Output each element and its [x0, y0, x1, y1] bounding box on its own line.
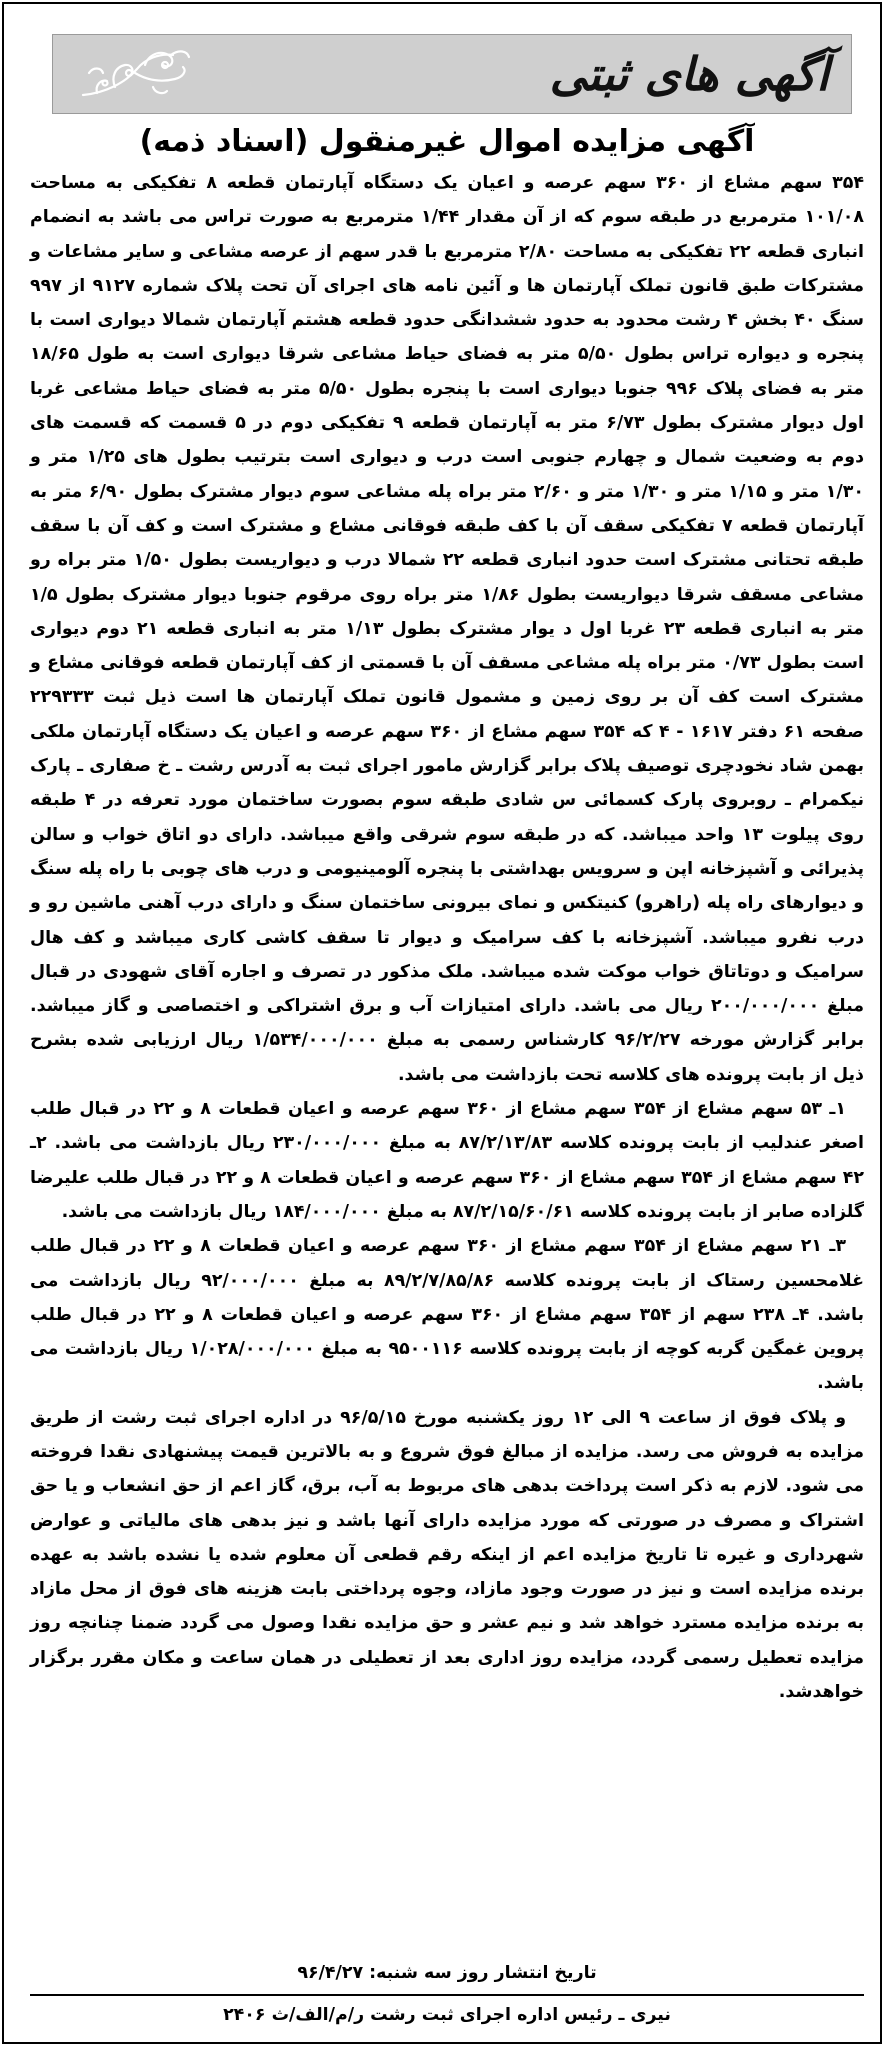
notice-footer: [30, 1956, 864, 2032]
notice-title: آگهی مزایده اموال غیرمنقول (اسناد ذمه): [139, 124, 755, 159]
notice-paragraph-seizure-1-2: ۱ـ ۵۳ سهم مشاع از ۳۵۴ سهم مشاع از ۳۶۰ سهم عرصه و اعیان قطعات ۸ و ۲۲ در قبال طلب اصغر عندلیب از بابت پرونده کلاسه ۸۷/۲/۱۳/۸۳ به مبلغ ۲۳۰/۰۰۰/۰۰۰ ریال بازداشت می باشد. ۲ـ ۴۲ سهم مشاع از ۳۵۴ سهم مشاع از ۳۶۰ سهم عرصه و اعیان قطعات ۸ و ۲۲ در قبال طلب علیرضا گلزاده صابر از بابت پرونده کلاسه ۸۷/۲/۱۵/۶۰/۶۱ به مبلغ ۱۸۴/۰۰۰/۰۰۰ ریال بازداشت می باشد.: [30, 1099, 864, 1222]
publish-date: تاریخ انتشار روز سه شنبه: ۹۶/۴/۲۷: [297, 1963, 597, 1983]
section-header-title: آگهی های ثبتی: [549, 47, 829, 101]
notice-body: [30, 166, 864, 1709]
notice-paragraph-auction-terms: و پلاک فوق از ساعت ۹ الی ۱۲ روز یکشنبه مورخ ۹۶/۵/۱۵ در اداره اجرای ثبت رشت از طریق مزایده به فروش می رسد. مزایده از مبالغ فوق شروع و به بالاترین قیمت پیشنهادی نقدا فروخته می شود. لازم به ذکر است پرداخت بدهی های مربوط به آب، برق، گاز اعم از حق انشعاب و یا حق اشتراک و مصرف در صورتی که مورد مزایده دارای آنها باشد و نیز بدهی های مالیاتی و عوارض شهرداری و غیره تا تاریخ مزایده اعم از اینکه رقم قطعی آن معلوم شده یا نشده باشد به عهده برنده مزایده است و نیز در صورت وجود مازاد، وجوه پرداختی بابت هزینه های فوق از محل مازاد به برنده مزایده مسترد خواهد شد و نیم عشر و حق مزایده نقدا وصول می گردد ضمنا چنانچه روز مزایده تعطیل رسمی گردد، مزایده روز اداری بعد از تعطیلی در همان ساعت و مکان مقرر برگزار خواهدشد.: [30, 1407, 864, 1703]
notice-paragraph-seizure-3-4: ۳ـ ۲۱ سهم مشاع از ۳۵۴ سهم مشاع از ۳۶۰ سهم عرصه و اعیان قطعات ۸ و ۲۲ در قبال طلب غلامحسین رستاک از بابت پرونده کلاسه ۸۹/۲/۷/۸۵/۸۶ به مبلغ ۹۲/۰۰۰/۰۰۰ ریال بازداشت می باشد. ۴ـ ۲۳۸ سهم از ۳۵۴ سهم مشاع از ۳۶۰ سهم عرصه و اعیان قطعات ۸ و ۲۲ در قبال طلب پروین غمگین گربه کوچه از بابت پرونده کلاسه ۹۵۰۰۱۱۶ به مبلغ ۱/۰۲۸/۰۰۰/۰۰۰ ریال بازداشت می باشد.: [30, 1236, 865, 1394]
notice-signature: نیری ـ رئیس اداره اجرای ثبت رشت ر/م/الف/ث ۲۴۰۶: [30, 1994, 864, 2032]
floral-ornament-icon: [75, 43, 195, 105]
section-header-banner: [52, 34, 852, 114]
notice-frame: [2, 2, 882, 2044]
notice-paragraph-property: ۳۵۴ سهم مشاع از ۳۶۰ سهم عرصه و اعیان یک دستگاه آپارتمان قطعه ۸ تفکیکی به مساحت ۱۰۱/۰۸ مترمربع در طبقه سوم که از آن مقدار ۱/۴۴ مترمربع به صورت تراس می باشد به انضمام انباری قطعه ۲۲ تفکیکی به مساحت ۲/۸۰ مترمربع با قدر سهم از عرصه مشاعی و سایر مشاعات و مشترکات طبق قانون تملک آپارتمان ها و آئین نامه های اجرای آن تحت پلاک شماره ۹۱۲۷ از ۹۹۷ سنگ ۴۰ بخش ۴ رشت محدود به حدود ششدانگی حدود قطعه هشتم آپارتمان شمالا دیواری است با پنجره و دیواره تراس بطول ۵/۵۰ متر به فضای حیاط مشاعی شرقا دیواری است به طول ۱۸/۶۵ متر به فضای پلاک ۹۹۶ جنوبا دیواری است با پنجره بطول ۵/۵۰ متر به فضای حیاط مشاعی غربا اول دیوار مشترک بطول ۶/۷۳ متر به آپارتمان قطعه ۹ تفکیکی دوم در ۵ قسمت که قسمت های دوم به وضعیت شمال و چهارم جنوبی است درب و دیواری است بترتیب بطول های ۱/۲۵ متر و ۱/۳۰ متر و ۱/۱۵ متر و ۱/۳۰ متر و ۲/۶۰ متر براه پله مشاعی سوم دیوار مشترک بطول ۶/۹۰ متر به آپارتمان قطعه ۷ تفکیکی سقف آن با کف طبقه فوقانی مشاع و مشترک است و کف آن با سقف طبقه تحتانی مشترک است حدود انباری قطعه ۲۲ شمالا درب و دیواریست بطول ۱/۵۰ متر براه رو مشاعی مسقف شرقا دیواریست بطول ۱/۸۶ متر براه روی مرقوم جنوبا دیوار مشترک بطول ۱/۵ متر به انباری قطعه ۲۳ غربا اول د یوار مشترک بطول ۱/۱۳ متر به انباری قطعه ۲۱ دوم دیواری است بطول ۰/۷۳ متر براه پله مشاعی مسقف آن با قسمتی از کف آپارتمان قطعه فوقانی مشاع و مشترک است کف آن بر روی زمین و مشمول قانون تملک آپارتمان ها است ذیل ثبت ۲۲۹۳۳۳ صفحه ۶۱ دفتر ۱۶۱۷ - ۴ که ۳۵۴ سهم مشاع از ۳۶۰ سهم عرصه و اعیان یک دستگاه آپارتمان ملکی بهمن شاد نخودچری توصیف پلاک برابر گزارش مامور اجرای ثبت به آدرس رشت ـ خ صفاری ـ پارک نیکمرام ـ روبروی پارک کسمائی س شادی طبقه سوم بصورت ساختمان مورد تعرفه در ۴ طبقه روی پیلوت ۱۳ واحد میباشد. که در طبقه سوم شرقی واقع میباشد. دارای دو اتاق خواب و سالن پذیرائی و آشپزخانه اپن و سرویس بهداشتی با پنجره آلومینیومی و درب های چوبی با راه پله سنگ و دیوارهای راه پله (راهرو) کنیتکس و نمای بیرونی ساختمان سنگ و دارای درب آهنی ماشین رو و درب نفرو میباشد. آشپزخانه با کف سرامیک و دیوار تا سقف کاشی کاری میباشد و کف هال سرامیک و دوتاتاق خواب موکت شده میباشد. ملک مذکور در تصرف و اجاره آقای شهودی در قبال مبلغ ۲۰۰/۰۰۰/۰۰۰ ریال می باشد. دارای امتیازات آب و برق اشتراکی و اختصاصی و گاز میباشد. برابر گزارش مورخه ۹۶/۲/۲۷ کارشناس رسمی به مبلغ ۱/۵۳۴/۰۰۰/۰۰۰ ریال ارزیابی شده بشرح ذیل از بابت پرونده های کلاسه تحت بازداشت می باشد.: [30, 173, 865, 1085]
